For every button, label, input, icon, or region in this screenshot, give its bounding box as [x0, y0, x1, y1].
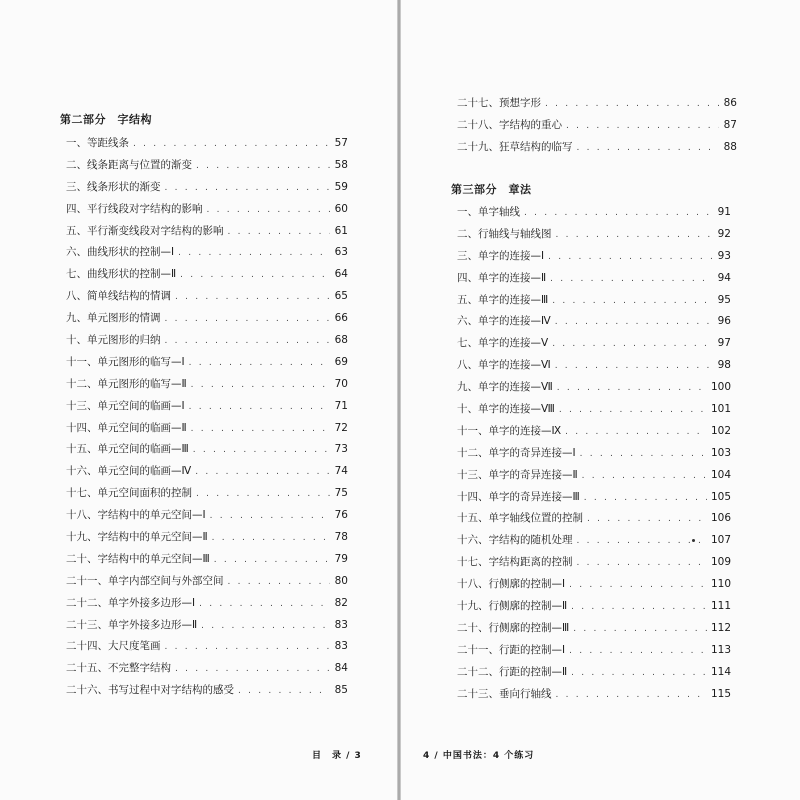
toc-entry-title: 六、曲线形状的控制—Ⅰ — [66, 246, 175, 259]
dot-leader — [584, 488, 707, 510]
dot-leader — [212, 528, 330, 550]
dot-leader — [165, 309, 331, 331]
toc-entry-page: 84 — [334, 662, 348, 675]
toc-entry — [66, 286, 348, 308]
toc-entry — [66, 221, 348, 243]
toc-entry-title: 十六、单元空间的临画—Ⅳ — [66, 465, 192, 478]
toc-entry-page: 104 — [710, 468, 731, 481]
toc-entry — [66, 199, 348, 221]
dot-leader — [565, 422, 707, 444]
toc-entry-title: 十三、单元空间的临画—Ⅰ — [66, 399, 185, 412]
toc-entry-title: 二十五、不完整字结构 — [66, 662, 171, 675]
toc-entry-title: 十、单字的连接—Ⅷ — [457, 403, 555, 416]
dot-leader — [189, 397, 330, 419]
dot-leader — [207, 200, 331, 222]
dot-leader — [180, 265, 330, 287]
toc-entry-page: 107 — [710, 534, 731, 547]
toc-entry-page: 97 — [717, 337, 731, 350]
dot-leader — [175, 287, 330, 309]
dot-leader — [548, 247, 713, 269]
toc-entry — [66, 264, 348, 286]
dot-leader — [582, 466, 707, 488]
toc-entry — [66, 636, 348, 658]
toc-entry-title: 四、单字的连接—Ⅱ — [457, 271, 547, 284]
toc-entry — [66, 352, 348, 374]
toc-entry — [66, 658, 348, 680]
toc-entry-title: 二十、行侧廓的控制—Ⅲ — [457, 621, 570, 634]
toc-entry-page: 100 — [710, 381, 731, 394]
dot-leader — [191, 419, 330, 441]
toc-entry-title: 十七、字结构距离的控制 — [457, 556, 573, 569]
toc-entry — [457, 311, 731, 333]
toc-entry-page: 64 — [334, 268, 348, 281]
dot-leader — [210, 506, 330, 528]
dot-leader — [573, 619, 707, 641]
toc-entry-title: 十二、单字的奇异连接—Ⅰ — [457, 446, 576, 459]
dot-leader — [165, 331, 331, 353]
dot-leader — [566, 116, 719, 138]
dot-leader — [587, 509, 707, 531]
toc-entry-title: 十、单元图形的归纳 — [66, 334, 161, 347]
toc-entry-page: 109 — [710, 556, 731, 569]
toc-entry — [457, 115, 737, 137]
toc-entry-title: 十五、单元空间的临画—Ⅲ — [66, 443, 189, 456]
dot-leader — [165, 178, 331, 200]
toc-entry-page: 69 — [334, 355, 348, 368]
toc-entry-title: 二十一、单字内部空间与外部空间 — [66, 574, 224, 587]
right-page — [401, 0, 800, 800]
toc-entry — [66, 396, 348, 418]
toc-entry — [457, 618, 731, 640]
toc-list-part2-continued — [457, 93, 737, 159]
toc-entry-page: 98 — [717, 359, 731, 372]
dot-leader — [552, 334, 713, 356]
toc-entry — [457, 465, 731, 487]
toc-entry-title: 十二、单元图形的临写—Ⅱ — [66, 377, 187, 390]
toc-entry — [66, 615, 348, 637]
toc-entry — [66, 155, 348, 177]
toc-entry — [66, 527, 348, 549]
toc-entry — [66, 505, 348, 527]
toc-list-part3 — [457, 202, 731, 705]
toc-entry-title: 二十二、单字外接多边形—Ⅰ — [66, 596, 196, 609]
dot-leader — [557, 378, 707, 400]
dot-leader — [577, 531, 707, 553]
toc-entry — [457, 202, 731, 224]
toc-entry-page: 86 — [723, 97, 737, 109]
toc-entry-title: 十八、字结构中的单元空间—Ⅰ — [66, 509, 206, 522]
toc-entry-page: 57 — [334, 137, 348, 149]
toc-entry-title: 十四、单元空间的临画—Ⅱ — [66, 421, 187, 434]
toc-entry — [457, 333, 731, 355]
dot-leader — [228, 222, 331, 244]
dot-leader — [191, 375, 330, 397]
toc-entry-title: 十四、单字的奇异连接—Ⅲ — [457, 490, 580, 503]
left-page — [0, 0, 397, 800]
toc-entry — [457, 421, 731, 443]
toc-entry-page: 82 — [334, 596, 348, 609]
toc-entry — [457, 662, 731, 684]
dot-leader — [550, 269, 713, 291]
toc-entry — [457, 596, 731, 618]
dot-leader — [238, 681, 330, 703]
toc-entry-title: 九、单字的连接—Ⅶ — [457, 381, 553, 394]
toc-entry-page: 75 — [334, 487, 348, 500]
dot-leader — [569, 641, 707, 663]
dot-leader — [552, 291, 713, 313]
toc-entry-page: 95 — [717, 293, 731, 306]
toc-entry-title: 二十一、行距的控制—Ⅰ — [457, 643, 566, 656]
toc-entry-page: 65 — [334, 290, 348, 303]
dot-leader — [556, 225, 714, 247]
toc-entry — [66, 593, 348, 615]
toc-entry-page: 112 — [710, 621, 731, 634]
dot-leader — [228, 572, 331, 594]
toc-entry-page: 80 — [334, 574, 348, 587]
toc-entry-page: 113 — [710, 643, 731, 656]
toc-entry-title: 三、线条形状的渐变 — [66, 180, 161, 193]
toc-entry-title: 五、单字的连接—Ⅲ — [457, 293, 549, 306]
toc-entry-title: 八、简单线结构的情调 — [66, 290, 171, 303]
toc-entry-page: 83 — [334, 640, 348, 653]
dot-leader — [555, 312, 713, 334]
dot-leader — [175, 659, 330, 681]
toc-entry — [457, 137, 737, 159]
dot-leader — [199, 594, 330, 616]
dot-leader — [133, 134, 330, 156]
toc-entry — [457, 246, 731, 268]
toc-entry-page: 110 — [710, 578, 731, 591]
toc-entry — [66, 461, 348, 483]
toc-entry-page: 63 — [334, 246, 348, 259]
toc-entry — [66, 571, 348, 593]
page-footer-left: 目 录 / 3 — [312, 751, 362, 761]
toc-entry-page: 114 — [710, 665, 731, 678]
toc-entry-title: 五、平行渐变线段对字结构的影响 — [66, 224, 224, 237]
toc-entry — [66, 242, 348, 264]
dot-leader — [571, 597, 707, 619]
dot-leader — [196, 484, 330, 506]
toc-entry-title: 二、行轴线与轴线图 — [457, 227, 552, 240]
toc-entry-title: 二十四、大尺度笔画 — [66, 640, 161, 653]
toc-entry — [457, 640, 731, 662]
toc-entry-title: 十五、单字轴线位置的控制 — [457, 512, 583, 525]
dot-leader — [569, 575, 707, 597]
dot-leader — [545, 94, 719, 116]
dot-leader — [577, 553, 707, 575]
toc-entry-title: 二十、字结构中的单元空间—Ⅲ — [66, 552, 210, 565]
toc-entry — [457, 399, 731, 421]
toc-entry — [457, 93, 737, 115]
toc-entry-page: 61 — [334, 224, 348, 237]
toc-entry-title: 九、单元图形的情调 — [66, 312, 161, 325]
toc-entry-title: 一、单字轴线 — [457, 206, 520, 218]
toc-entry-title: 六、单字的连接—Ⅳ — [457, 315, 551, 328]
toc-entry-title: 二十二、行距的控制—Ⅱ — [457, 665, 568, 678]
toc-entry — [66, 308, 348, 330]
toc-entry-title: 十八、行侧廓的控制—Ⅰ — [457, 578, 566, 591]
toc-entry-title: 十六、字结构的随机处理 — [457, 534, 573, 547]
dot-leader — [571, 663, 707, 685]
toc-entry-title: 八、单字的连接—Ⅵ — [457, 359, 551, 372]
toc-entry — [457, 487, 731, 509]
toc-entry-title: 四、平行线段对字结构的影响 — [66, 202, 203, 215]
toc-entry — [457, 443, 731, 465]
toc-entry-title: 二十六、书写过程中对字结构的感受 — [66, 684, 234, 697]
toc-entry-page: 93 — [717, 249, 731, 262]
toc-entry — [66, 680, 348, 702]
toc-entry — [66, 439, 348, 461]
toc-entry-page: 74 — [334, 465, 348, 478]
toc-entry — [66, 374, 348, 396]
toc-entry — [457, 508, 731, 530]
toc-entry — [457, 377, 731, 399]
toc-entry-page: 103 — [710, 446, 731, 459]
toc-entry-page: 71 — [334, 399, 348, 412]
toc-entry-title: 十一、单元图形的临写—Ⅰ — [66, 355, 185, 368]
toc-entry — [66, 549, 348, 571]
toc-entry-page: 73 — [334, 443, 348, 456]
toc-entry-page: 101 — [710, 403, 731, 416]
dot-leader — [196, 156, 330, 178]
toc-entry — [457, 224, 731, 246]
toc-entry-page: 68 — [334, 334, 348, 347]
toc-entry-title: 十三、单字的奇异连接—Ⅱ — [457, 468, 578, 481]
dot-leader — [165, 637, 331, 659]
toc-entry-title: 三、单字的连接—Ⅰ — [457, 249, 545, 262]
dot-leader — [193, 440, 330, 462]
toc-entry-page: 94 — [717, 271, 731, 284]
toc-entry-page: 60 — [334, 202, 348, 215]
toc-entry — [457, 574, 731, 596]
toc-entry — [457, 355, 731, 377]
toc-entry-page: 106 — [710, 512, 731, 525]
toc-entry-page: 115 — [710, 687, 731, 700]
toc-entry-page: 72 — [334, 421, 348, 434]
toc-entry-title: 七、曲线形状的控制—Ⅱ — [66, 268, 177, 281]
dot-leader — [178, 243, 330, 265]
dot-leader — [559, 400, 707, 422]
toc-entry-title: 七、单字的连接—Ⅴ — [457, 337, 549, 350]
toc-entry — [457, 684, 731, 706]
toc-list-part2 — [66, 133, 348, 702]
toc-entry-page: 66 — [334, 312, 348, 325]
toc-entry — [66, 418, 348, 440]
toc-entry — [457, 552, 731, 574]
toc-entry-page: 85 — [334, 684, 348, 697]
toc-entry-page: 59 — [334, 180, 348, 193]
toc-entry-title: 十九、行侧廓的控制—Ⅱ — [457, 600, 568, 613]
toc-entry-title: 二、线条距离与位置的渐变 — [66, 158, 192, 171]
toc-entry-title: 十一、单字的连接—Ⅸ — [457, 424, 562, 437]
toc-entry-page: 91 — [717, 206, 731, 218]
toc-entry-page: 83 — [334, 618, 348, 631]
toc-entry-page: 70 — [334, 377, 348, 390]
toc-entry-page: 111 — [710, 600, 731, 613]
toc-entry-page: 78 — [334, 531, 348, 544]
dot-leader — [195, 462, 330, 484]
dot-leader — [189, 353, 330, 375]
toc-entry — [66, 483, 348, 505]
toc-entry-page: 92 — [717, 227, 731, 240]
toc-entry-page: 87 — [723, 118, 737, 131]
toc-entry — [457, 268, 731, 290]
toc-entry-title: 一、等距线条 — [66, 137, 129, 149]
page-footer-right: 4 / 中国书法：4 个练习 — [423, 751, 535, 761]
toc-entry-title: 二十三、单字外接多边形—Ⅱ — [66, 618, 198, 631]
toc-entry-title: 二十九、狂草结构的临写 — [457, 140, 573, 153]
dot-leader — [577, 138, 720, 160]
scan-speck — [692, 539, 695, 542]
toc-entry-page: 96 — [717, 315, 731, 328]
toc-entry-page: 88 — [723, 140, 737, 153]
toc-entry-title: 二十七、预想字形 — [457, 97, 541, 109]
toc-entry-page: 76 — [334, 509, 348, 522]
section-title-part3: 第三部分 章法 — [451, 183, 532, 196]
toc-entry — [66, 133, 348, 155]
toc-entry-page: 105 — [710, 490, 731, 503]
toc-entry — [66, 177, 348, 199]
toc-entry — [66, 330, 348, 352]
dot-leader — [201, 616, 330, 638]
section-title-part2: 第二部分 字结构 — [60, 113, 152, 126]
dot-leader — [556, 685, 707, 707]
toc-entry-title: 二十八、字结构的重心 — [457, 118, 562, 131]
toc-entry — [457, 290, 731, 312]
toc-entry-title: 二十三、垂向行轴线 — [457, 687, 552, 700]
dot-leader — [580, 444, 707, 466]
toc-entry-page: 102 — [710, 424, 731, 437]
dot-leader — [555, 356, 713, 378]
dot-leader — [524, 203, 713, 225]
toc-entry-page: 58 — [334, 158, 348, 171]
toc-entry-title: 十七、单元空间面积的控制 — [66, 487, 192, 500]
dot-leader — [214, 550, 330, 572]
toc-entry — [457, 530, 731, 552]
toc-entry-page: 79 — [334, 552, 348, 565]
toc-entry-title: 十九、字结构中的单元空间—Ⅱ — [66, 531, 208, 544]
